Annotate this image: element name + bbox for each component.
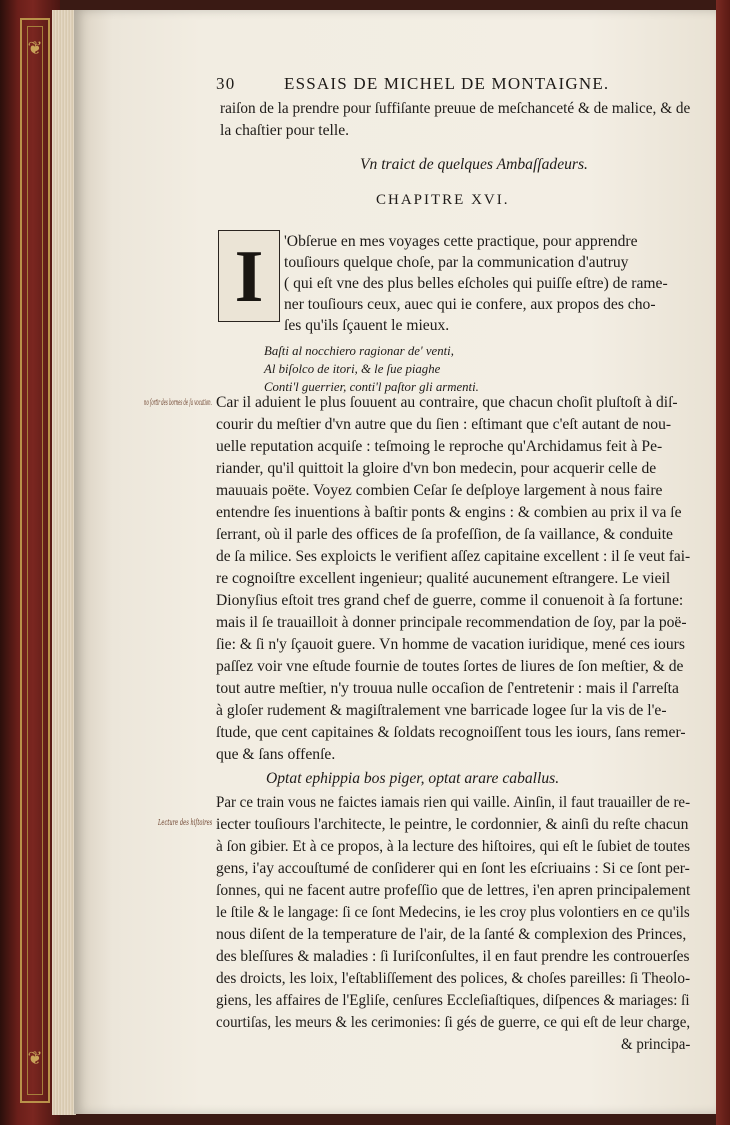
text-line: ſie: & ſi n'y ſçauoit guere. Vn homme de vacation iuridique, mené ces iours bbox=[216, 636, 685, 653]
text-line: riander, qu'il quittoit la gloire d'vn bon medecin, pour acquerir celle de bbox=[216, 460, 657, 477]
text-line: ( qui eſt vne des plus belles eſcholes qui puiſſe eſtre) de rame- bbox=[284, 275, 668, 292]
drop-cap-letter: I bbox=[234, 236, 264, 318]
cover-edge bbox=[716, 0, 730, 1125]
text-line: touſiours quelque choſe, par la communication d'autruy bbox=[284, 254, 629, 271]
text-line: ſtude, que cent capitaines & ſoldats recognoiſſent tous les iours, ſans remer- bbox=[216, 724, 686, 741]
text-line: mais il ſe trauailloit à donner principale recommendation de ſoy, par la poë- bbox=[216, 614, 687, 631]
text-line: le ſtile & le langage: ſi ce ſont Medecins, ie les croy plus volontiers en ce qu'ils bbox=[216, 904, 690, 921]
text-line: à gloſer rudement & magiſtralement vne barricade logee ſur la vis de l'e- bbox=[216, 702, 667, 719]
page-number: 30 bbox=[216, 74, 236, 93]
text-line: courtiſas, les meurs & les cerimonies: ſi gés de guerre, ce qui eſt de leur charge, bbox=[216, 1014, 691, 1031]
text-line: Car il aduient le plus ſouuent au contraire, que chacun choſit pluſtoſt à diſ- bbox=[216, 394, 678, 411]
verse-line: Conti'l guerrier, conti'l paſtor gli armenti. bbox=[264, 380, 479, 394]
text-line: raiſon de la prendre pour ſuffiſante preuue de meſchanceté & de malice, & de bbox=[220, 100, 691, 117]
text-line: tout autre meſtier, n'y trouua nulle occaſion de ſ'entretenir : mais il ſ'arreſta bbox=[216, 680, 679, 697]
latin-quotation: Optat ephippia bos piger, optat arare caballus. bbox=[266, 770, 560, 787]
text-line: courir du meſtier d'vn autre que du ſien : eſtimant que c'eſt autant de nou- bbox=[216, 416, 672, 433]
drop-cap-initial bbox=[218, 230, 280, 322]
section-title: Vn traict de quelques Ambaſſadeurs. bbox=[360, 156, 588, 173]
running-head: ESSAIS DE MICHEL DE MONTAIGNE. bbox=[284, 74, 610, 93]
text-line: à ſon gibier. Et à ce propos, à la lecture des hiſtoires, qui eſt le ſubiet de toutes bbox=[216, 838, 691, 855]
text-line: ſerrant, où il parle des offices de ſa profeſſion, de ſa vaillance, & conduite bbox=[216, 526, 673, 543]
chapter-heading: CHAPITRE XVI. bbox=[376, 192, 510, 208]
gilt-border-inner bbox=[27, 26, 43, 1095]
fleuron-ornament-icon: ❦ bbox=[27, 1048, 43, 1069]
verse-line: Baſti al nocchiero ragionar de' venti, bbox=[264, 344, 454, 358]
text-line: ſes qu'ils ſçauent le mieux. bbox=[284, 317, 450, 334]
text-line: des bleſſures & maladies : ſi Iuriſconſultes, il en faut prendre les controuerſes bbox=[216, 948, 690, 965]
fleuron-ornament-icon: ❦ bbox=[27, 38, 43, 59]
verse-line: Al biſolco de itori, & le ſue piaghe bbox=[264, 362, 441, 376]
text-line: entendre ſes inuentions à baſtir ponts & engins : & combien au prix il va ſe bbox=[216, 504, 682, 521]
text-line: iecter touſiours l'architecte, le peintre, le cordonnier, & ainſi du reſte chacun bbox=[216, 816, 689, 833]
text-line: Dionyſius eſtoit tres grand chef de guerre, comme il conuenoit à ſa fortune: bbox=[216, 592, 684, 609]
margin-note: no ſortir des bornes de ſa vocation. bbox=[144, 398, 212, 407]
text-line: que & ſans offenſe. bbox=[216, 746, 336, 763]
text-line: paſſez voir vne eſtude fournie de toutes ſortes de liures de ſon meſtier, & de bbox=[216, 658, 684, 675]
text-line: la chaſtier pour telle. bbox=[220, 122, 350, 139]
text-line: de ſa milice. Ses exploicts le verifient aſſez capitaine excellent : il ſe veut fai- bbox=[216, 548, 691, 565]
text-line: nous diſent de la temperature de l'air, de la ſanté & complexion des Princes, bbox=[216, 926, 687, 943]
text-line: giens, les affaires de l'Egliſe, cenſures Eccleſiaſtiques, diſpences & mariages: ſi bbox=[216, 992, 690, 1009]
text-line: re cognoiſtre excellent ingenieur; qualité aucunement eſtrangere. Le vieil bbox=[216, 570, 671, 587]
text-line: ner touſiours ceux, auec qui ie confere, aux propos des cho- bbox=[284, 296, 656, 313]
margin-note: Lecture des hiſtoires bbox=[158, 818, 213, 827]
text-line: des droicts, les loix, l'eſtabliſſement des polices, & choſes pareilles: ſi Theolo- bbox=[216, 970, 691, 987]
text-line: ſonnes, qui ne facent autre profeſſio que de lettres, i'en apren principalement bbox=[216, 882, 691, 899]
text-line: 'Obſerue en mes voyages cette practique, pour apprendre bbox=[284, 233, 638, 250]
text-line: Par ce train vous ne faictes iamais rien qui vaille. Ainſin, il faut trauailler de re- bbox=[216, 794, 691, 811]
text-line: mauuais poëte. Voyez combien Ceſar ſe deſploye largement à nous faire bbox=[216, 482, 663, 499]
catchword: & principa- bbox=[621, 1036, 691, 1053]
text-line: gens, i'ay accouſtumé de conſiderer qui en ſont les eſcriuains : Si ce ſont per- bbox=[216, 860, 690, 877]
page-edges bbox=[52, 10, 76, 1115]
text-line: uelle reputation acquiſe : teſmoing le reproche qu'Archidamus feit à Pe- bbox=[216, 438, 663, 455]
